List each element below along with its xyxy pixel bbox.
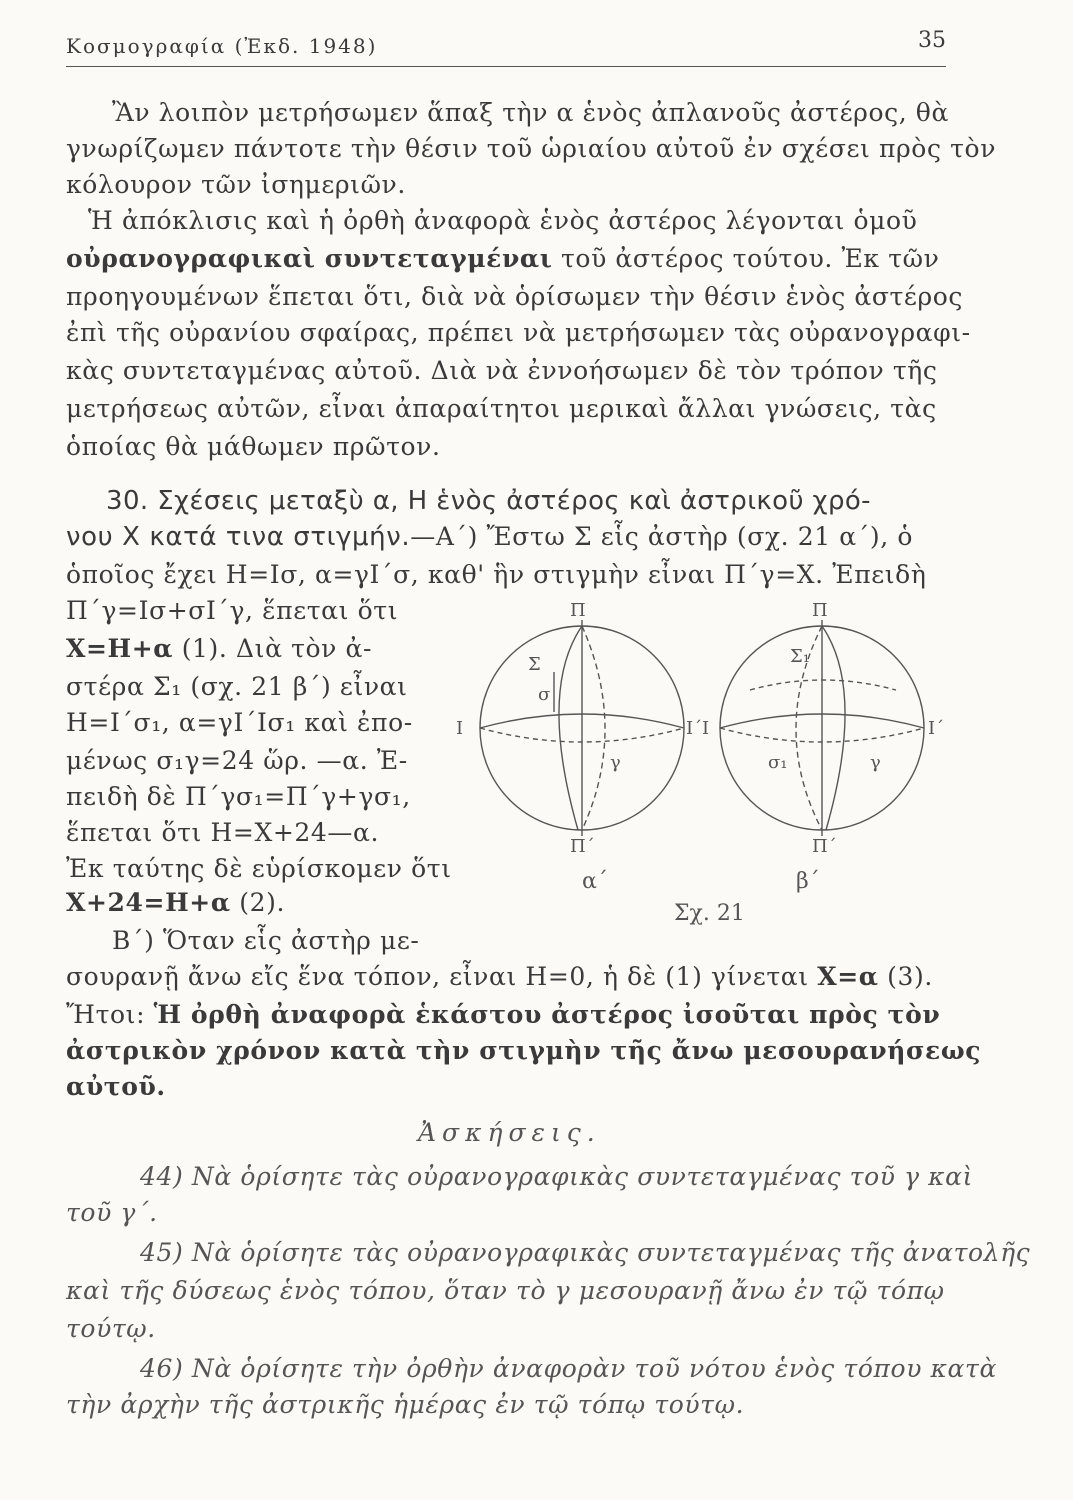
- section-title: 30. Σχέσεις μεταξὺ α, Η ἑνὸς ἀστέρος καὶ ἀστρικοῦ χρό-: [106, 486, 871, 516]
- exercises-heading: Ἀσκήσεις.: [418, 1118, 601, 1147]
- label-b-I-prime: Ι΄: [928, 718, 945, 739]
- text-line: ὁποίας θὰ μάθωμεν πρῶτον.: [66, 432, 441, 461]
- text-line: σουρανῇ ἄνω εἴς ἕνα τόπον, εἶναι Η=0, ἡ δὲ (1) γίνεται Χ=α (3).: [66, 962, 933, 991]
- label-sigma1: σ₁: [768, 752, 788, 773]
- label-gamma: γ: [610, 752, 621, 773]
- exercise-45: καὶ τῆς δύσεως ἑνὸς τόπου, ὅταν τὸ γ μεσουρανῇ ἄνω ἐν τῷ τόπῳ: [66, 1276, 945, 1305]
- exercise-44: τοῦ γ΄.: [66, 1198, 158, 1227]
- label-P-prime: Π΄: [570, 836, 595, 857]
- label-Sigma1: Σ₁: [790, 646, 810, 667]
- text-line: στέρα Σ₁ (σχ. 21 β΄) εἶναι: [66, 672, 408, 701]
- text-line: μετρήσεως αὐτῶν, εἶναι ἀπαραίτητοι μερικαὶ ἄλλαι γνώσεις, τὰς: [66, 394, 937, 423]
- text-line: νου Χ κατά τινα στιγμήν.—Α΄) Ἔστω Σ εἷς ἀστὴρ (σχ. 21 α΄), ὁ: [66, 522, 913, 552]
- page-number: 35: [918, 28, 946, 53]
- text-line: οὐρανογραφικαὶ συντεταγμέναι τοῦ ἀστέρος τούτου. Ἐκ τῶν: [66, 244, 940, 273]
- rule-statement: αὐτοῦ.: [66, 1072, 166, 1101]
- text-line: ἕπεται ὅτι Η=Χ+24—α.: [66, 818, 380, 847]
- text-line: Η=Ι΄σ₁, α=γΙ΄Ισ₁ καὶ ἐπο-: [66, 708, 413, 737]
- label-b-I: Ι: [702, 718, 710, 739]
- text-line: κὰς συντεταγμένας αὐτοῦ. Διὰ νὰ ἐννοήσωμεν δὲ τὸν τρόπον τῆς: [66, 356, 938, 385]
- exercise-44: 44) Νὰ ὁρίσητε τὰς οὐρανογραφικὰς συντεταγμένας τοῦ γ καὶ: [140, 1162, 974, 1191]
- sphere-b-parallel: [750, 680, 896, 690]
- running-title: Κοσμογραφία (Ἐκδ. 1948): [66, 34, 378, 58]
- sphere-a-meridian: [559, 626, 582, 830]
- label-Sigma: Σ: [528, 654, 541, 675]
- text-line: Ἂν λοιπὸν μετρήσωμεν ἅπαξ τὴν α ἑνὸς ἀπλανοῦς ἀστέρος, θὰ: [112, 98, 949, 127]
- label-b-P: Π: [812, 600, 828, 621]
- figure-caption: Σχ. 21: [674, 901, 745, 926]
- text-line: Ἡ ἀπόκλισις καὶ ἡ ὀρθὴ ἀναφορὰ ἑνὸς ἀστέρος λέγονται ὁμοῦ: [88, 206, 918, 235]
- exercise-45: τούτῳ.: [66, 1314, 156, 1343]
- equation-1: Χ=Η+α (1). Διὰ τὸν ἀ-: [66, 634, 373, 663]
- text-line: Β΄) Ὅταν εἷς ἀστὴρ με-: [112, 926, 420, 955]
- text-line: γνωρίζωμεν πάντοτε τὴν θέσιν τοῦ ὡριαίου αὐτοῦ ἐν σχέσει πρὸς τὸν: [66, 134, 996, 163]
- label-I-prime: Ι΄: [686, 718, 703, 739]
- figure-21: [450, 590, 970, 930]
- text-line: πειδὴ δὲ Π΄γσ₁=Π΄γ+γσ₁,: [66, 782, 411, 811]
- text-line: Ἤτοι: Ἡ ὀρθὴ ἀναφορὰ ἑκάστου ἀστέρος ἰσοῦται πρὸς τὸν: [66, 1000, 941, 1029]
- label-I: Ι: [456, 718, 464, 739]
- text-line: Ἐκ ταύτης δὲ εὑρίσκομεν ὅτι: [66, 854, 452, 883]
- rule-statement: ἀστρικὸν χρόνον κατὰ τὴν στιγμὴν τῆς ἄνω μεσουρανήσεως: [66, 1036, 982, 1065]
- exercise-46: 46) Νὰ ὁρίσητε τὴν ὀρθὴν ἀναφορὰν τοῦ νότου ἑνὸς τόπου κατὰ: [140, 1354, 997, 1383]
- label-b-gamma: γ: [870, 752, 881, 773]
- text-line: ὁποῖος ἔχει Η=Ισ, α=γΙ΄σ, καθ' ἣν στιγμὴν εἶναι Π΄γ=Χ. Ἐπειδὴ: [66, 560, 927, 589]
- text-line: κόλουρον τῶν ἰσημεριῶν.: [66, 170, 406, 199]
- label-P: Π: [570, 600, 586, 621]
- label-sigma: σ: [538, 684, 551, 705]
- sphere-b-meridian: [822, 626, 845, 830]
- bold-term: οὐρανογραφικαὶ συντεταγμέναι: [66, 244, 553, 273]
- page-header: [66, 28, 946, 67]
- figure-b-label: β΄: [796, 869, 820, 894]
- exercise-46: τὴν ἀρχὴν τῆς ἀστρικῆς ἡμέρας ἐν τῷ τόπῳ τούτῳ.: [66, 1390, 745, 1419]
- figure-a-label: α΄: [582, 869, 608, 894]
- text-line: ἐπὶ τῆς οὐρανίου σφαίρας, πρέπει νὰ μετρήσωμεν τὰς οὐρανογραφι-: [66, 318, 971, 347]
- sphere-a-hour-circle: [582, 626, 605, 830]
- equation-2: Χ+24=Η+α (2).: [66, 888, 286, 917]
- exercise-45: 45) Νὰ ὁρίσητε τὰς οὐρανογραφικὰς συντεταγμένας τῆς ἀνατολῆς: [140, 1238, 1031, 1267]
- rule-statement: Ἡ ὀρθὴ ἀναφορὰ ἑκάστου ἀστέρος ἰσοῦται πρὸς τὸν: [153, 1000, 941, 1029]
- text-line: Π΄γ=Ισ+σΙ΄γ, ἕπεται ὅτι: [66, 596, 399, 625]
- text-line: μένως σ₁γ=24 ὥρ. —α. Ἐ-: [66, 746, 408, 775]
- text-line: προηγουμένων ἕπεται ὅτι, διὰ νὰ ὁρίσωμεν τὴν θέσιν ἑνὸς ἀστέρος: [66, 282, 964, 311]
- label-b-P-prime: Π΄: [812, 836, 837, 857]
